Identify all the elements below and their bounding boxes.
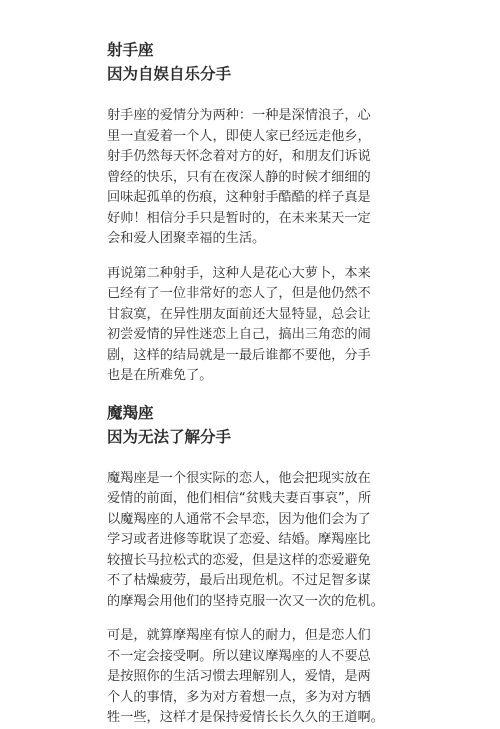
section-sagittarius — [107, 38, 397, 387]
paragraph-line: 不了枯燥疲劳，最后出现危机。不过足智多谋 — [107, 573, 371, 588]
paragraph-line: 回味起孤单的伤痕，这种射手酷酷的样子真是 — [107, 190, 371, 205]
paragraph-line: 是按照你的生活习惯去理解别人，爱情，是两 — [107, 669, 371, 684]
paragraph-line: 甘寂寞，在异性朋友面前还大显特显，总会让 — [107, 306, 371, 322]
paragraph-line: 已经有了一位非常好的恋人了，但是他仍然不 — [107, 286, 371, 301]
section-title: 魔羯座 — [107, 403, 154, 422]
paragraph-line: 初尝爱情的异性迷恋上自己，搞出三角恋的闹 — [107, 327, 371, 342]
paragraph-line: 也是在所难免了。 — [107, 368, 213, 383]
section-subtitle: 因为自娱自乐分手 — [107, 65, 232, 83]
paragraph-line: 里一直爱着一个人，即使人家已经远走他乡， — [107, 128, 371, 144]
paragraph-line: 剧，这样的结局就是一最后谁都不要他，分手 — [107, 347, 371, 363]
paragraph-line: 学习或者进修等耽误了恋爱、结婚。摩羯座比 — [107, 532, 371, 547]
paragraph — [107, 264, 397, 387]
paragraph-line: 个人的事情，多为对方着想一点，多为对方牺 — [107, 689, 371, 705]
paragraph-line: 再说第二种射手，这种人是花心大萝卜，本来 — [107, 265, 371, 281]
section-capricorn — [107, 401, 397, 729]
paragraph-line: 射手仍然每天怀念着对方的好，和朋友们诉说 — [107, 149, 371, 164]
paragraph-line: 较擅长马拉松式的恋爱，但是这样的恋爱避免 — [107, 552, 371, 568]
paragraph — [107, 469, 397, 613]
paragraph-line: 魔羯座是一个很实际的恋人，他会把现实放在 — [107, 470, 371, 486]
section-subtitle: 因为无法了解分手 — [107, 427, 232, 446]
paragraph-line: 的摩羯会用他们的坚持克服一次又一次的危机。 — [107, 593, 384, 609]
section-title: 射手座 — [107, 41, 154, 59]
paragraph-line: 爱情的前面，他们相信“贫贱夫妻百事哀”，所 — [107, 491, 372, 506]
paragraph-line: 好帅！相信分手只是暂时的，在未来某天一定 — [107, 210, 371, 226]
paragraph-line: 可是，就算摩羯座有惊人的耐力，但是恋人们 — [107, 628, 371, 643]
paragraph — [107, 626, 397, 729]
paragraph — [107, 106, 397, 250]
paragraph-line: 曾经的快乐，只有在夜深人静的时候才细细的 — [107, 169, 371, 185]
paragraph-line: 会和爱人团聚幸福的生活。 — [107, 231, 266, 246]
paragraph-line: 不一定会接受啊。所以建议摩羯座的人不要总 — [107, 648, 371, 664]
paragraph-line: 牲一些，这样才是保持爱情长长久久的王道啊。 — [107, 710, 384, 725]
article — [107, 38, 397, 729]
paragraph-line: 以魔羯座的人通常不会早恋，因为他们会为了 — [107, 511, 371, 527]
paragraph-line: 射手座的爱情分为两种：一种是深情浪子，心 — [107, 108, 371, 123]
